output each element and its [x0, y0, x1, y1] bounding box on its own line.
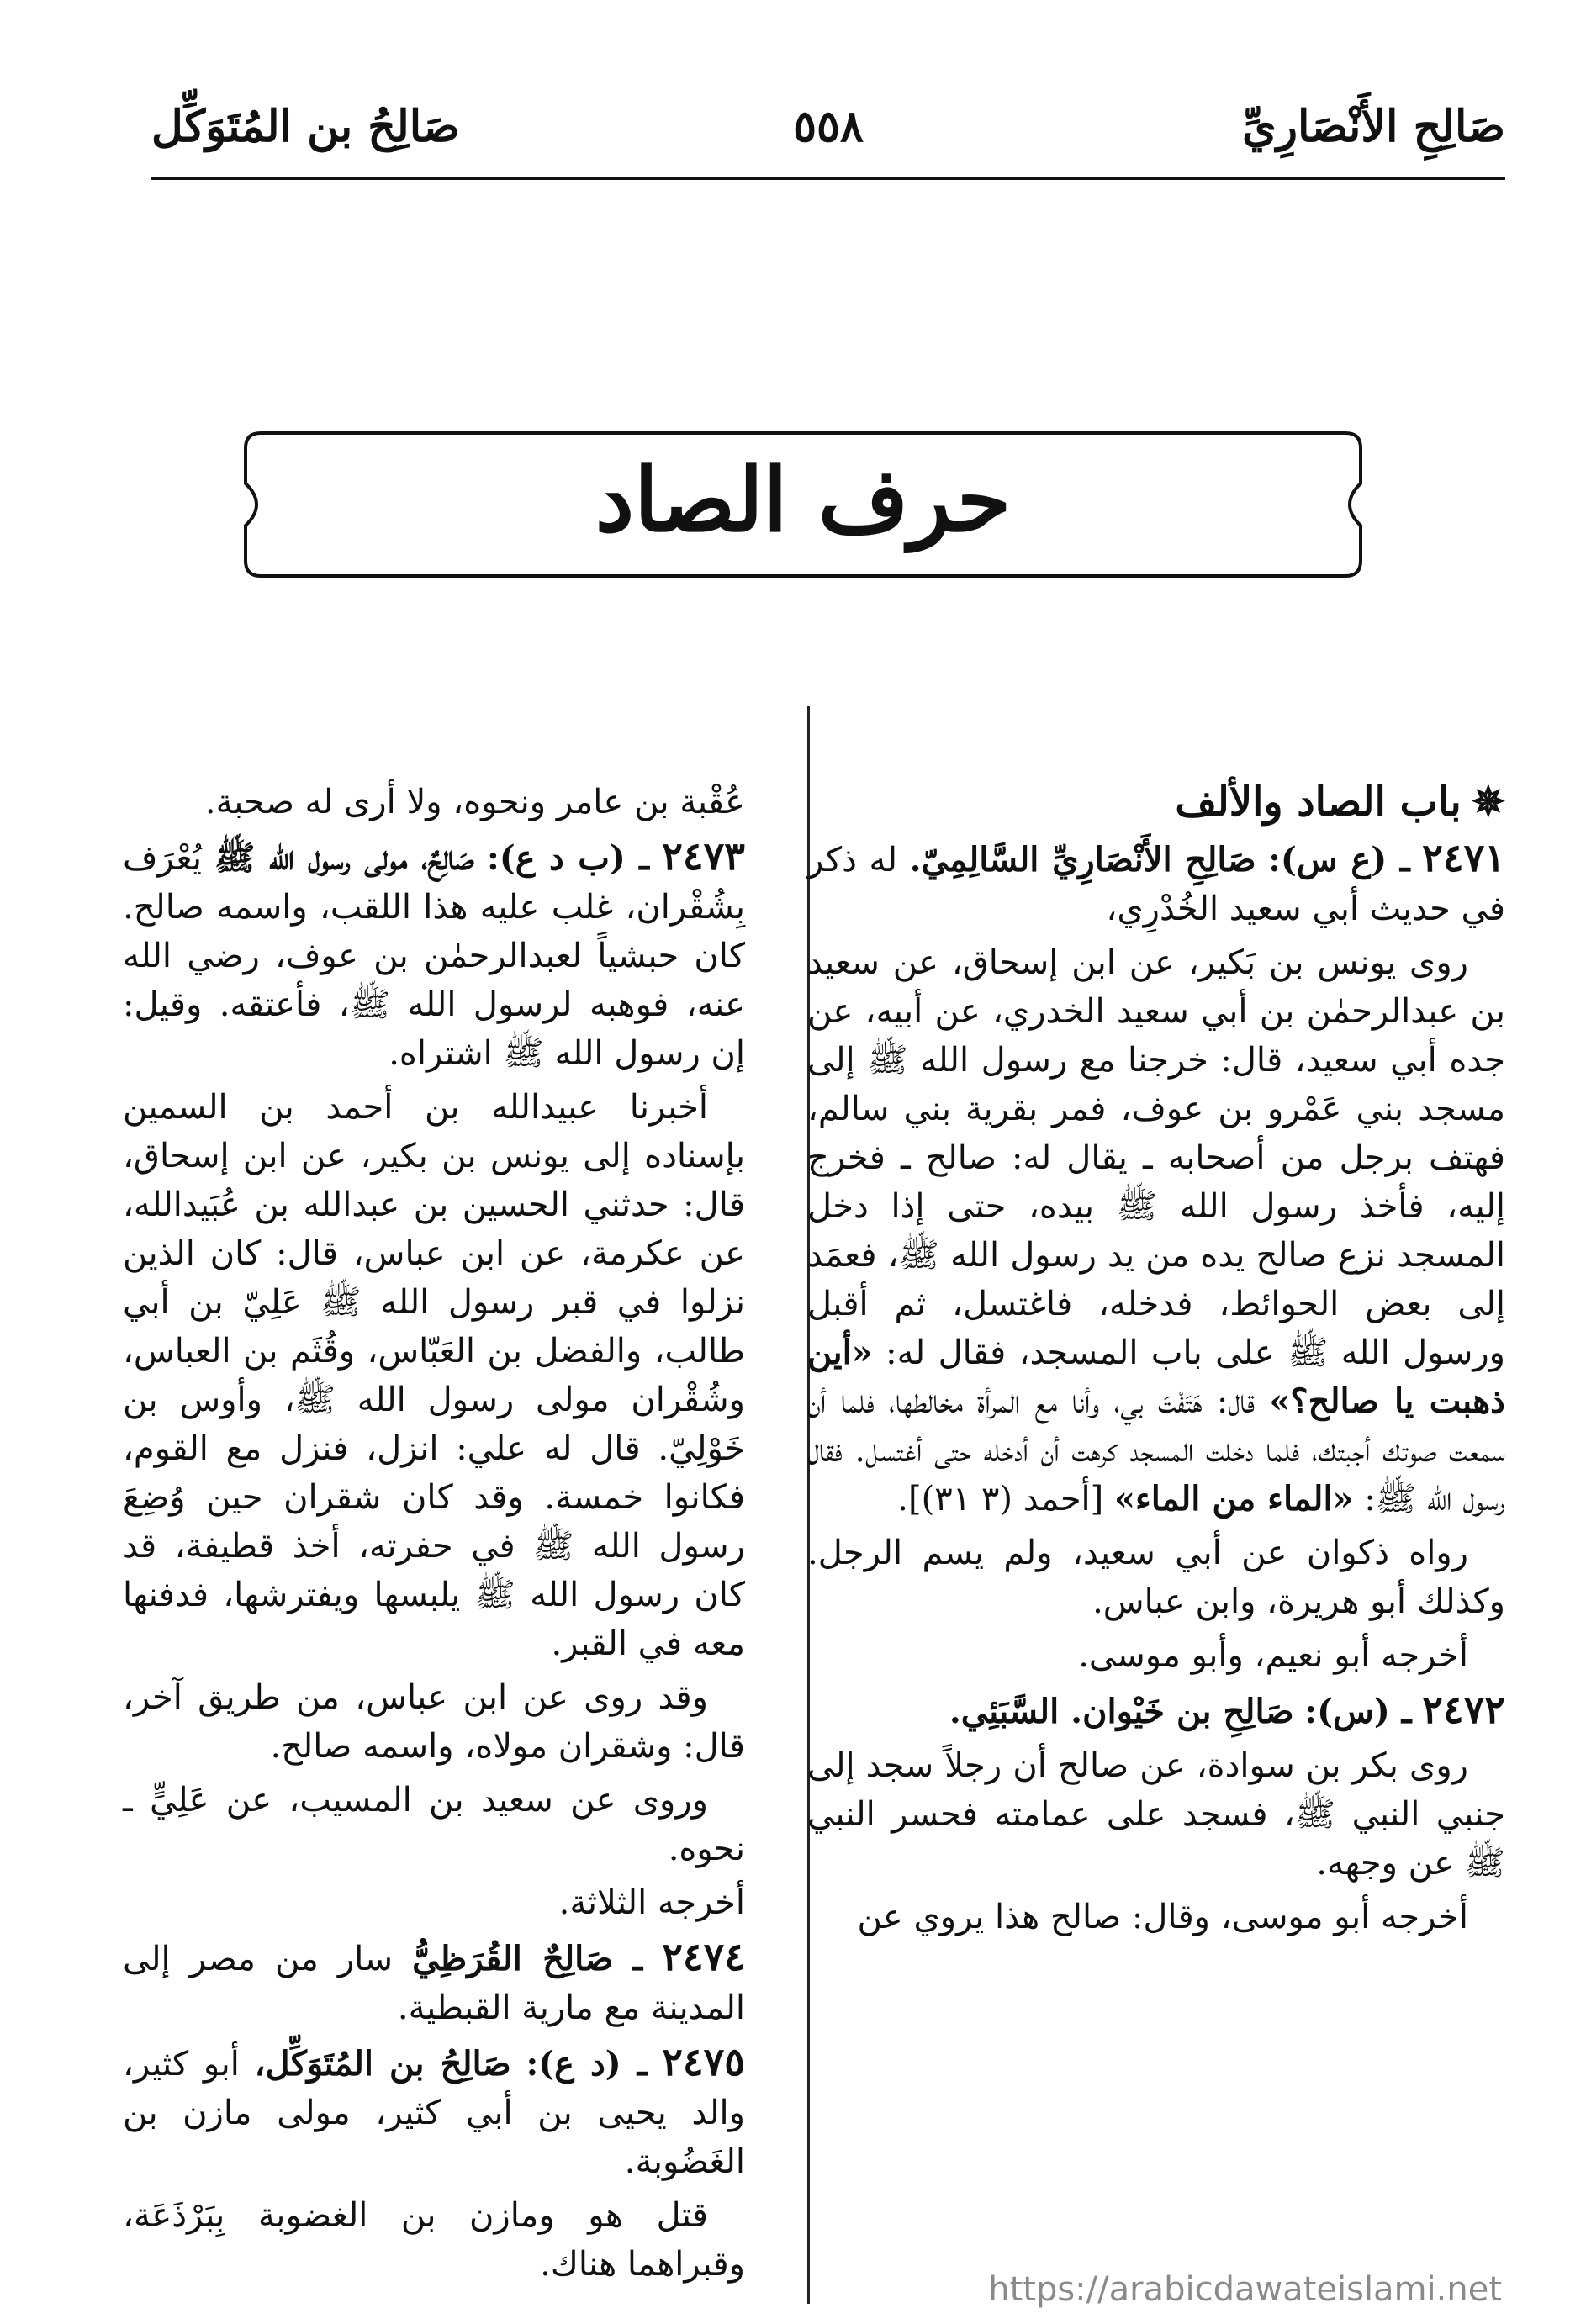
chapter-heading: ✵باب الصاد والألف [1175, 779, 1505, 826]
paragraph: أخرجه أبو نعيم، وأبو موسى. [1078, 1636, 1468, 1675]
entry-code: ـ (ع س): [1268, 840, 1410, 879]
right-column [807, 778, 1505, 1946]
entry-code: ـ (ب د ع): [487, 838, 649, 878]
paragraph: أخرجه الثلاثة. [558, 1883, 745, 1922]
entry-code: ـ (د ع): [526, 2044, 648, 2084]
page-header [151, 101, 1505, 177]
entry-name: صَالِحٌ القُرَظِيُّ [412, 1939, 614, 1978]
running-head-right: صَالِحِ الأَنْصَارِيِّ [1242, 101, 1505, 152]
section-title: حرف الصاد [595, 448, 1012, 552]
paragraph: أخرجه أبو موسى، وقال: صالح هذا يروي عن [857, 1898, 1468, 1936]
entry-text: يُعْرَف بِشُقْران، غلب عليه هذا اللقب، واسمه صالح. كان حبشياً لعبدالرحمٰن بن عوف، رضي الله عنه، فوهبه لرسول الله ﷺ، فأعتقه. وقيل: إن رسول الله ﷺ اشتراه. [123, 839, 745, 1073]
page-number: ٥٥٨ [793, 101, 864, 152]
paragraph: قتل هو ومازن بن الغضوبة بِبَرْذَعَة، وقبراهما هناك. [123, 2196, 745, 2284]
left-column [123, 778, 745, 2294]
quote: «أين ذهبت يا صالح؟» [807, 1333, 1505, 1421]
entry-2473 [123, 832, 745, 1078]
paragraph: رواه ذكوان عن أبي سعيد، ولم يسم الرجل. وكذلك أبو هريرة، وابن عباس. [807, 1534, 1505, 1621]
paragraph: أخبرنا عبيدالله بن أحمد بن السمين بإسناده إلى يونس بن بكير، عن ابن إسحاق، قال: حدثني الحسين بن عبدالله بن عُبَيدالله، عن عكرمة، عن ابن عباس، قال: كان الذين نزلوا في قبر رسول الله ﷺ عَلِيّ بن أبي طالب، والفضل بن العَبّاس، وقُثَم بن العباس، وشُقْران مولى رسول الله ﷺ، وأوس بن خَوْلِيّ. قال له علي: انزل، فنزل مع القوم، فكانوا خمسة. وقد كان شقران حين وُضِعَ رسول الله ﷺ في حفرته، أخذ قطيفة، قد كان رسول الله ﷺ يلبسها ويفترشها، فدفنها معه في القبر. [123, 1088, 745, 1663]
header-rule [151, 177, 1505, 180]
entry-number: ٢٤٧٢ [1422, 1687, 1505, 1732]
star-icon: ✵ [1471, 779, 1505, 826]
entry-name: صَالِحِ بن خَيْوان. السَّبَئِي. [949, 1692, 1294, 1731]
entry-text: سار من مصر إلى المدينة مع مارية القبطية. [123, 1940, 745, 2027]
paragraph: روى يونس بن بَكير، عن ابن إسحاق، عن سعيد بن عبدالرحمٰن بن أبي سعيد الخدري، عن أبيه، عن جده أبي سعيد، قال: خرجنا مع رسول الله ﷺ إلى مسجد بني عَمْرو بن عوف، فمر بقرية بني سالم، فهتف برجل من أصحابه ـ يقال له: صالح ـ فخرج إليه، فأخذ رسول الله ﷺ بيده، حتى إذا دخل المسجد نزع صالح يده من يد رسول الله ﷺ، فعمَد إلى بعض الحوائط، فدخله، فاغتسل، ثم أقبل ورسول الله ﷺ على باب المسجد، فقال له: «أين ذهبت يا صالح؟» قال: هَتَفْتَ بي، وأنا مع المرأة مخالطها، فلما أن سمعت صوتك أجبتك، فلما دخلت المسجد كرهت أن أدخله حتى أغتسل. فقال رسول الله ﷺ: «الماء من الماء» [أحمد (٣ ٣١)]. [807, 943, 1505, 1519]
section-title-frame [235, 416, 1371, 593]
entry-2475 [123, 2037, 745, 2186]
entry-text: له ذكر في حديث أبي سعيد الخُدْرِي، [807, 841, 1505, 928]
entry-code: ـ (س): [1304, 1692, 1412, 1731]
entry-number: ٢٤٧٤ [662, 1934, 746, 1979]
quote: «الماء من الماء» [1113, 1479, 1354, 1519]
paragraph: روى بكر بن سوادة، عن صالح أن رجلاً سجد إلى جنبي النبي ﷺ، فسجد على عمامته فحسر النبي ﷺ عن وجهه. [807, 1746, 1505, 1883]
entry-2474 [123, 1932, 745, 2032]
entry-2471 [807, 833, 1505, 933]
entry-number: ٢٤٧٥ [662, 2039, 746, 2084]
entry-name: صَالِحٌ، مولى رسول الله ﷺ [214, 838, 474, 878]
paragraph: عُقْبة بن عامر ونحوه، ولا أرى له صحبة. [204, 783, 745, 821]
entry-text: أبو كثير، والد يحيى بن أبي كثير، مولى مازن بن الغَضُوبة. [123, 2045, 745, 2181]
entry-number: ٢٤٧٣ [662, 833, 745, 879]
watermark-url: https://arabicdawateislami.net [988, 2270, 1502, 2309]
running-head-left: صَالِحُ بن المُتَوَكِّل [151, 101, 460, 152]
entry-name: صَالِحِ الأَنْصَارِيِّ السَّالِمِيّ. [909, 840, 1256, 879]
entry-name: صَالِحُ بن المُتَوَكِّل، [254, 2044, 511, 2084]
entry-code: ـ [632, 1939, 643, 1978]
citation: [أحمد (٣ ٣١)]. [897, 1480, 1104, 1519]
entry-2472 [807, 1685, 1505, 1736]
entry-number: ٢٤٧١ [1422, 835, 1505, 880]
paragraph: وقد روى عن ابن عباس، من طريق آخر، قال: وشقران مولاه، واسمه صالح. [123, 1678, 745, 1766]
paragraph: وروى عن سعيد بن المسيب، عن عَلِيٍّ ـ نحوه. [123, 1781, 745, 1868]
